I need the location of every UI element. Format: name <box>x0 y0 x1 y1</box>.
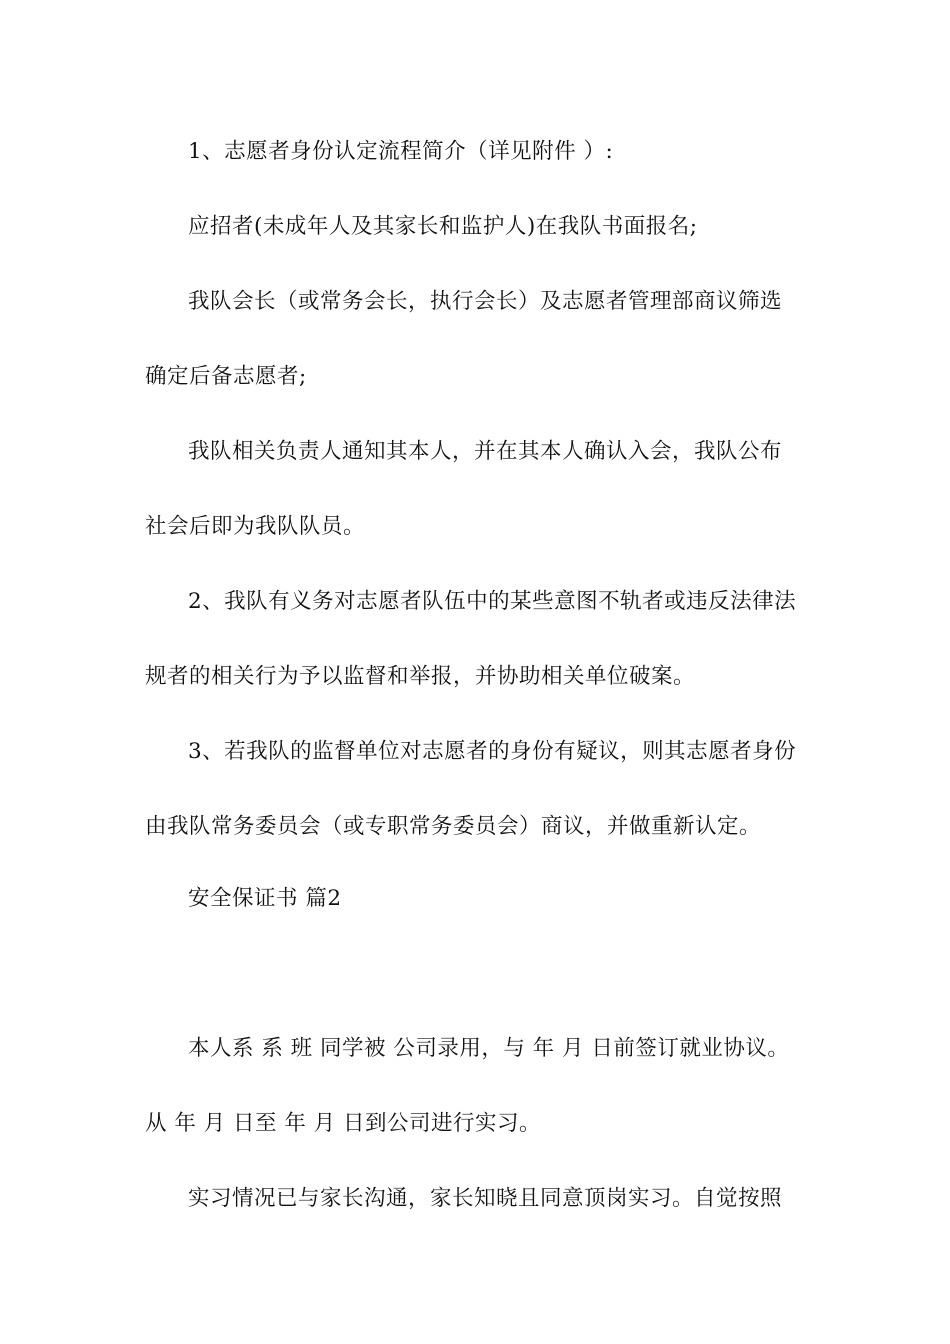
paragraph-line-9: 3、若我队的监督单位对志愿者的身份有疑议，则其志愿者身份 <box>188 739 797 764</box>
paragraph-line-4: 确定后备志愿者; <box>145 364 307 389</box>
paragraph-line-5: 我队相关负责人通知其本人，并在其本人确认入会，我队公布 <box>188 439 783 464</box>
paragraph-line-10: 由我队常务委员会（或专职常务委员会）商议，并做重新认定。 <box>145 814 762 839</box>
paragraph-line-13: 实习情况已与家长沟通，家长知晓且同意顶岗实习。自觉按照 <box>188 1186 783 1211</box>
paragraph-line-11: 本人系 系 班 同学被 公司录用，与 年 月 日前签订就业协议。 <box>188 1036 790 1061</box>
paragraph-line-7: 2、我队有义务对志愿者队伍中的某些意图不轨者或违反法律法 <box>188 589 797 614</box>
paragraph-line-6: 社会后即为我队队员。 <box>145 514 366 539</box>
section-heading: 安全保证书 篇2 <box>188 886 342 911</box>
paragraph-line-1: 1、志愿者身份认定流程简介（详见附件 ）: <box>188 139 614 164</box>
paragraph-line-12: 从 年 月 日至 年 月 日到公司进行实习。 <box>145 1111 542 1136</box>
paragraph-line-8: 规者的相关行为予以监督和举报，并协助相关单位破案。 <box>145 664 696 689</box>
paragraph-line-3: 我队会长（或常务会长，执行会长）及志愿者管理部商议筛选 <box>188 289 783 314</box>
paragraph-line-2: 应招者(未成年人及其家长和监护人)在我队书面报名; <box>188 214 698 239</box>
